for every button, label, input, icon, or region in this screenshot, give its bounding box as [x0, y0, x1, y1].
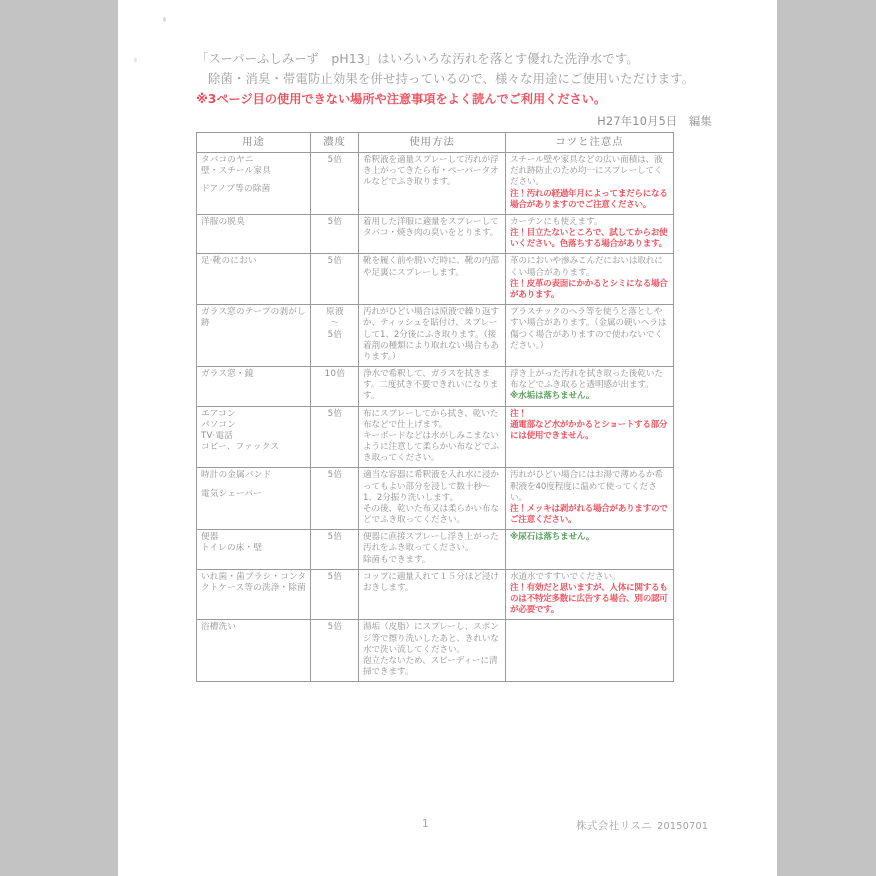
cell-method: 布にスプレーしてから拭き、乾いた布などで仕上げます。 キーボードなどは水がしみこまないように注意して柔らかい布などでふき取ってください。 [359, 406, 506, 468]
company-name: 株式会社リスニ [576, 820, 653, 832]
cell-concentration: 5倍 [311, 214, 359, 254]
cell-concentration: 10倍 [311, 367, 359, 407]
cell-tips [506, 569, 674, 620]
table-header [197, 132, 674, 153]
cell-use: ガラス窓のテープの剥がし跡 [197, 305, 311, 367]
cell-tips [506, 153, 674, 215]
cell-method: 希釈液を適量スプレーして汚れが浮き上がってきたら布・ペーパータオルなどでふき取ります。 [359, 153, 506, 215]
line-gap [201, 482, 307, 489]
table-row [197, 530, 674, 570]
cell-method: 便器に直接スプレーし浮き上がった汚れをふき取ってください。 除菌もできます。 [359, 530, 506, 570]
cell-concentration: 5倍 [311, 254, 359, 305]
table-row [197, 569, 674, 620]
cell-method: 湯垢（皮脂）にスプレーし、スポンジ等で擦り洗いしたあと、きれいな水で洗い流してください。 泡立たないため、スピーディーに清掃できます。 [359, 620, 506, 682]
cell-tips [506, 468, 674, 530]
table-row [197, 468, 674, 530]
cell-tips [506, 214, 674, 254]
tips-plain-text: 革のにおいや滲みこんだにおいは取れにくい場合があります。 [510, 256, 663, 278]
cell-use: 足·靴のにおい [197, 254, 311, 305]
scan-speck-icon [163, 17, 166, 22]
cell-method: 汚れがひどい場合は原液で繰り返すか、ティッシュを貼付け、スプレーして1、2分後にふき取ります。（接着剤の種類により取れない場合もあります。） [359, 305, 506, 367]
tips-plain-text: プラスチックのヘラ等を使うと落としやすい場合があります。（金属の硬いヘラは傷つく場合がありますので使わないでください。） [510, 307, 667, 351]
intro-line-1: 「スーパーふしみーず pH13」はいろいろな汚れを落とす優れた洗浄水です。 [196, 52, 639, 66]
cell-concentration: 5倍 [311, 530, 359, 570]
table-row [197, 153, 674, 215]
tips-warning-text: 注！メッキは剥がれる場合がありますのでご注意ください。 [510, 503, 668, 526]
cell-concentration: 5倍 [311, 620, 359, 682]
tips-note-text: ※尿石は落ちません。 [510, 532, 595, 543]
tips-warning-text: 注！皮革の表面にかかるとシミになる場合があります。 [510, 278, 668, 300]
cell-use: いれ歯・歯ブラシ・コンタクトケース等の洗浄・除菌 [197, 569, 311, 620]
company-credit [576, 818, 708, 833]
table-row [197, 254, 674, 305]
cell-use: 便器 トイレの床・壁 [197, 530, 311, 570]
cell-concentration: 5倍 [311, 406, 359, 468]
tips-plain-text: カーテンにも使えます。 [510, 216, 603, 227]
cell-method: 浄水で希釈して、ガラスを拭きます。二度拭き不要できれいになります。 [359, 367, 506, 407]
tips-plain-text: 浮き上がった汚れを拭き取った後乾いた布などでふき取ると透明感が出ます。 [510, 369, 663, 391]
cell-method: コップに適量入れて１５分ほど浸けおきします。 [359, 569, 506, 620]
column-header-concentration: 濃度 [311, 132, 359, 153]
tips-warning-text: 注！汚れの経過年月によってまだらになる場合がありますのでご注意ください。 [510, 188, 668, 210]
cell-tips [506, 406, 674, 468]
tips-warning-text: 注！ 通電部など水がかかるとショートする部分には使用できません。 [510, 408, 668, 441]
cell-concentration: 5倍 [311, 569, 359, 620]
page-number: 1 [422, 818, 430, 830]
document-date-code: 20150701 [657, 821, 709, 832]
cell-use: 時計の金属バンド 電気シェーバー [197, 468, 311, 530]
cell-tips [506, 530, 674, 570]
intro-warning-line: ※3ページ目の使用できない場所や注意事項をよく読んでご利用ください。 [196, 91, 607, 106]
table-row [197, 620, 674, 682]
cell-use: ガラス窓・鏡 [197, 367, 311, 407]
cell-concentration: 5倍 [311, 468, 359, 530]
cell-concentration: 5倍 [311, 153, 359, 215]
scanned-page [118, 0, 777, 876]
column-header-use: 用途 [197, 132, 311, 153]
line-gap [201, 177, 307, 184]
cell-method: 着用した洋服に適量をスプレーしてタバコ・焼き肉の臭いをとります。 [359, 214, 506, 254]
cell-method: 適当な容器に希釈液を入れ水に浸かってもよい部分を浸して数十秒～1、2分振り洗いします。 その後、乾いた布又は柔らかい布などでふき取ってください。 [359, 468, 506, 530]
table-row [197, 406, 674, 468]
cell-tips [506, 305, 674, 367]
column-header-tips: コツと注意点 [506, 132, 674, 153]
table-body [197, 153, 674, 682]
document-body [196, 50, 760, 682]
tips-plain-text: 水道水ですすいでください。 [510, 571, 621, 582]
tips-plain-text: スチール壁や家具などの広い面積は、液だれ跡防止のため均一にスプレーしてください。 [510, 155, 663, 188]
cell-use: 浴槽洗い [197, 620, 311, 682]
table-row [197, 305, 674, 367]
cell-method: 靴を履く前や脱いだ時に、靴の内部や足裏にスプレーします。 [359, 254, 506, 305]
cell-use: 洋服の脱臭 [197, 214, 311, 254]
scan-speck-icon [134, 58, 137, 62]
usage-table [196, 132, 674, 683]
column-header-method: 使用方法 [359, 132, 506, 153]
tips-note-text: ※水垢は落ちません。 [510, 391, 595, 402]
tips-warning-text: 注！有効だと思いますが、人体に関するものは不特定多数に広告する場合、別の認可が必要です。 [510, 582, 668, 616]
intro-paragraph [196, 50, 760, 110]
tips-plain-text: 汚れがひどい場合にはお湯で薄めるか希釈液を40度程度に温めて使ってください。 [510, 470, 663, 503]
cell-use: タバコのヤニ 壁・スチール家具 ドアノブ等の除菌 [197, 153, 311, 215]
table-row [197, 367, 674, 407]
table-header-row [197, 132, 674, 153]
cell-tips [506, 367, 674, 407]
cell-tips [506, 254, 674, 305]
edit-date: H27年10月5日 編集 [597, 114, 712, 128]
intro-line-2: 除菌・消臭・帯電防止効果を併せ持っているので、様々な用途にご使用いただけます。 [208, 71, 695, 86]
cell-concentration: 原液 ～ 5倍 [311, 305, 359, 367]
tips-warning-text: 注！目立たないところで、試してからお使いください。色落ちする場合があります。 [510, 228, 668, 250]
table-row [197, 214, 674, 254]
cell-tips [506, 620, 674, 682]
cell-use: エアコン パソコン TV·電話 コピー、ファックス [197, 406, 311, 468]
